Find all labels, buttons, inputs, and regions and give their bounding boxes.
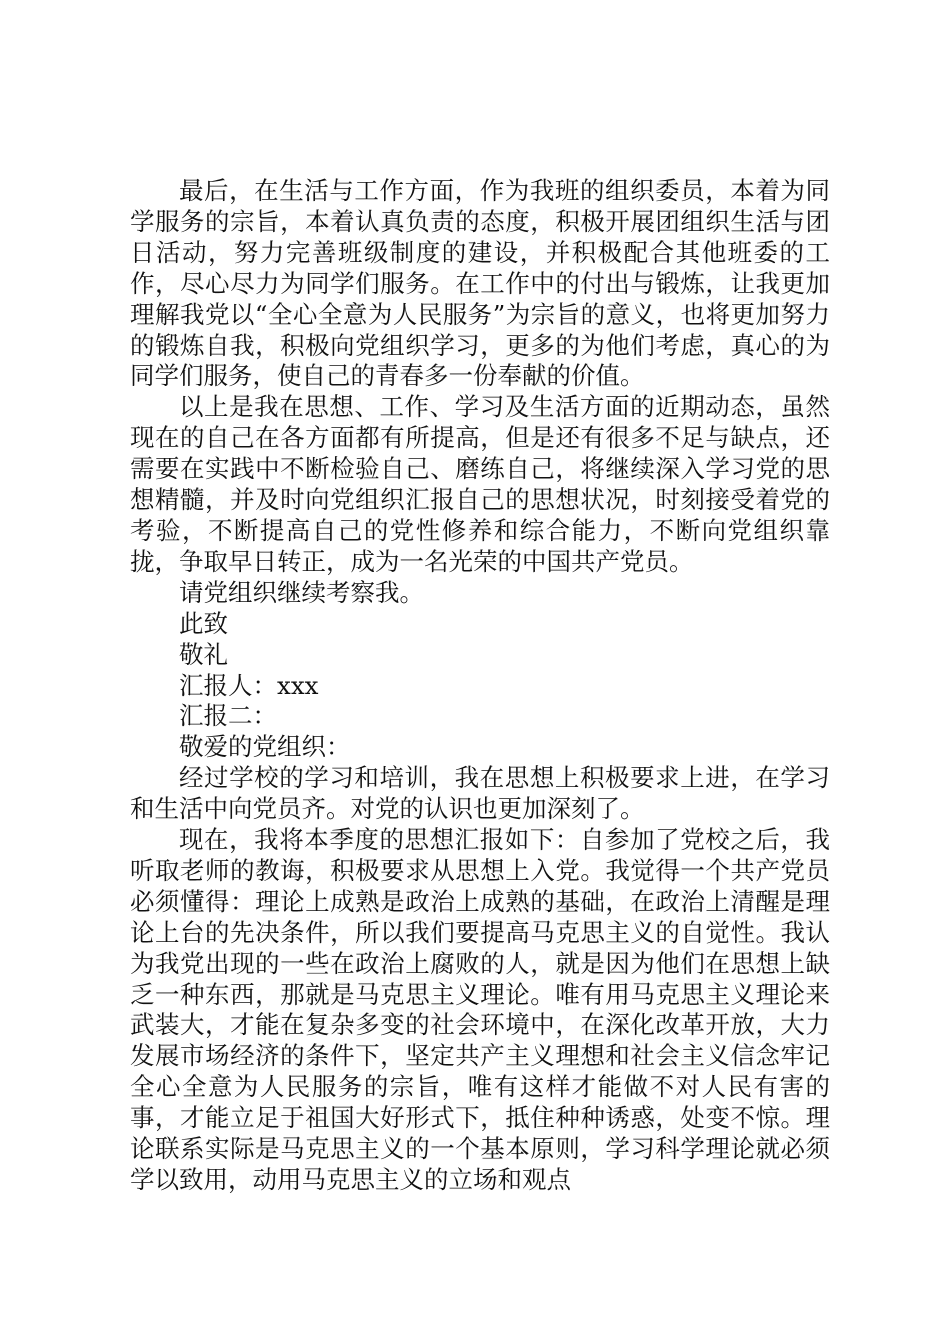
document-body: [130, 176, 830, 1196]
greeting: 敬爱的党组织：: [179, 732, 351, 762]
salutation-cizhi: 此致: [179, 608, 228, 638]
reporter-signature: 汇报人：xxx: [179, 670, 319, 700]
closing-request: 请党组织继续考察我。: [179, 577, 424, 607]
paragraph-summary: 以上是我在思想、工作、学习及生活方面的近期动态，虽然现在的自己在各方面都有所提高，但是还有很多不足与缺点，还需要在实践中不断检验自己、磨练自己，将继续深入学习党的思想精髓，并及时向党组织汇报自己的思想状况，时刻接受着党的考验，不断提高自己的党性修养和综合能力，不断向党组织靠拢，争取早日转正，成为一名光荣的中国共产党员。: [130, 392, 830, 576]
paragraph-quarterly-report: 现在，我将本季度的思想汇报如下：自参加了党校之后，我听取老师的教诲，积极要求从思想上入党。我觉得一个共产党员必须懂得：理论上成熟是政治上成熟的基础，在政治上清醒是理论上台的先决条件，所以我们要提高马克思主义的自觉性。我认为我党出现的一些在政治上腐败的人，就是因为他们在思想上缺乏一种东西，那就是马克思主义理论。唯有用马克思主义理论来武装大，才能在复杂多变的社会环境中，在深化改革开放，大力发展市场经济的条件下，坚定共产主义理想和社会主义信念牢记全心全意为人民服务的宗旨，唯有这样才能做不对人民有害的事，才能立足于祖国大好形式下，抵住种种诱惑，处变不惊。理论联系实际是马克思主义的一个基本原则，学习科学理论就必须学以致用，动用马克思主义的立场和观点: [130, 825, 830, 1194]
paragraph-training: 经过学校的学习和培训，我在思想上积极要求上进，在学习和生活中向党员齐。对党的认识也更加深刻了。: [130, 763, 830, 824]
salutation-jingli: 敬礼: [179, 639, 228, 669]
section-heading-report-two: 汇报二：: [179, 701, 277, 731]
paragraph-life-and-work: 最后，在生活与工作方面，作为我班的组织委员，本着为同学服务的宗旨，本着认真负责的态度，积极开展团组织生活与团日活动，努力完善班级制度的建设，并积极配合其他班委的工作，尽心尽力为同学们服务。在工作中的付出与锻炼，让我更加理解我党以“全心全意为人民服务”为宗旨的意义，也将更加努力的锻炼自我，积极向党组织学习，更多的为他们考虑，真心的为同学们服务，使自己的青春多一份奉献的价值。: [130, 176, 830, 391]
